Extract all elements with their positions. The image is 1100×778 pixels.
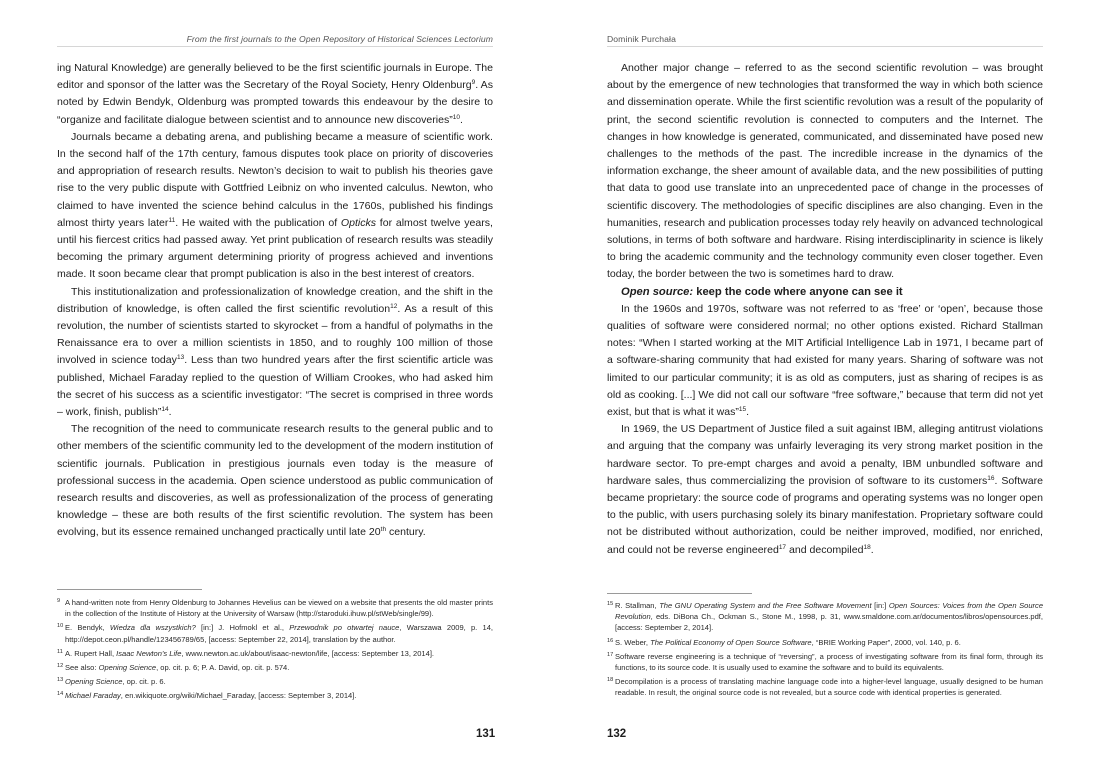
footnote-ref[interactable]: 9 <box>471 79 476 87</box>
footnote-ref[interactable]: 16 <box>987 474 995 482</box>
paragraph: This institutionalization and professionalization of knowledge creation, and the shift in the distribution of knowledge, is often called the first scientific revolution$^{12}$. As a result of this revolution, the number of scientists started to skyrocket – from a handful of polymaths in the Renaissance era to over a million scientists in 1850, and to roughly 100 million of those involved in science today$^{13}$. Less than two hundred years after the first scientific article was published, Michael Faraday replied to the question of William Crookes, who had asked him the secret of his success as a scientific investigator: “The secret is comprised in three words – work, finish, publish”$^{14}$. <box>57 285 493 419</box>
footnote-number: 13 <box>57 677 64 684</box>
paragraph: In the 1960s and 1970s, software was not referred to as ‘free’ or ‘open’, because those qualities of software were considered normal; no other options existed. Richard Stallman notes: “When I started working at the MIT Artificial Intelligence Lab in 1971, I became part of a software-sharing community that had existed for many years. Sharing of software was not limited to our particular community; it is as old as computers, just as sharing of recipes is as old as cooking. [...] We did not call our software “free software,” because that term did not yet exist, but that is what it was”$^{15}$. <box>607 302 1043 419</box>
footnote-number: 14 <box>57 691 64 698</box>
running-header: Dominik Purchała <box>607 34 1043 47</box>
footnote-ref[interactable]: 13 <box>176 354 185 362</box>
footnote: 18 Decompilation is a process of translating machine language code into a higher-level language, usually designed to be human readable. In result, the original source code is not revealed, but a source code with identical properties is generated. <box>607 677 1043 698</box>
footnote-ref[interactable]: 15 <box>738 406 747 414</box>
footnote-divider <box>607 593 752 594</box>
footnote-number: 11 <box>57 648 63 655</box>
superscript: th <box>380 526 387 534</box>
footnote-ref[interactable]: 11 <box>168 216 176 224</box>
paragraph: ing Natural Knowledge) are generally believed to be the first scientific journals in Europe. The editor and sponsor of the latter was the Secretary of the Royal Society, Henry Oldenburg$^9$. As noted by Edwin Bendyk, Oldenburg was prompted towards this endeavour by the desire to “organize and facilitate dialogue between scientist and to announce new discoveries”$^{10}$. <box>57 62 493 126</box>
footnote: 16 S. Weber, The Political Economy of Open Source Software, “BRIE Working Paper”, 2000, vol. 140, p. 6. <box>607 637 961 647</box>
footnote: 17 Software reverse engineering is a technique of “reversing”, a process of investigating software from its final form, through its functions, to its source code. It is usually used to examine the software and to build its equivalents. <box>607 651 1043 673</box>
footnote: 10 E. Bendyk, Wiedza dla wszystkich? [in:] J. Hofmokl et al., Przewodnik po otwartej nauce, Warszawa 2009, p. 14, http://depot.ceon.pl/handle/123456789/65, [access: September 22, 2014], translation by the author. <box>57 623 494 644</box>
paragraph: Another major change – referred to as the second scientific revolution – was brought about by the emergence of new technologies that transformed the way in which both science and dissemination operate. While the first scientific revolution was a result of the popularity of print, the second scientific revolution is connected to computers and the Internet. The changes in how knowledge is generated, communicated, and disseminated have posed new challenges to the methods of the past. The incredible increase in the dynamics of the information exchange, the sheer amount of available data, and the new possibilities of putting that data to good use translate into an unprecedented pace of change in the processes of scientific discovery. The methodologies of specific disciplines are also changing. Even in the humanities, research and publication processes today rely heavily on advanced technological solutions, in terms of both software and hardware. Rising interdisciplinarity in science is likely to bring the academic community and the technology community even closer together. Even today, the border between the two is sometimes hard to draw. <box>607 62 1043 281</box>
section-heading: Open source: keep the code where anyone can see it <box>621 285 903 298</box>
footnote-number: 15 <box>607 601 614 607</box>
footnote-number: 18 <box>607 677 614 684</box>
footnotes <box>607 600 1043 702</box>
footnote-ref[interactable]: 12 <box>390 302 398 310</box>
running-header: From the first journals to the Open Repository of Historical Sciences Lectorium <box>57 34 493 47</box>
footnote-ref[interactable]: 18 <box>863 543 871 551</box>
footnote: 13 Opening Science, op. cit. p. 6. <box>57 677 166 687</box>
footnote: 15 R. Stallman, The GNU Operating System and the Free Software Movement [in:] Open Sources: Voices from the Open Source Revolution, eds. DiBona Ch., Ockman S., Stone M., 1998, p. 31, www.smaldone.com.ar/documentos/libros/opensources.pdf, [access: September 2, 2014]. <box>607 601 1044 633</box>
footnote-number: 9 <box>57 598 61 604</box>
footnote-number: 17 <box>607 651 614 658</box>
page-number: 131 <box>476 728 496 740</box>
footnote-ref[interactable]: 14 <box>161 406 169 414</box>
footnote: 11 A. Rupert Hall, Isaac Newton’s Life, www.newton.ac.uk/about/isaac-newton/life, [access: September 13, 2014]. <box>57 648 435 658</box>
paragraph: Journals became a debating arena, and publishing became a measure of scientific work. In the second half of the 17th century, famous disputes took place on priority of discoveries and appropriation of research results. Newton’s decision to wait to publish his theories gave rise to the very public dispute with Gottfried Leibniz on who invented calculus. Newton, who claimed to have invented the science behind calculus in the 1760s, published his findings almost thirty years later$^{11}$. He waited with the publication of Opticks for almost twelve years, until his fiercest critics had passed away. Yet print publication of research results was steadily becoming the primary argument determining priority of progress achieved and inventions made. It soon became clear that prompt publication is also in the best interest of creators. <box>57 130 493 281</box>
footnote: 14 Michael Faraday, en.wikiquote.org/wiki/Michael_Faraday, [access: September 3, 2014]. <box>57 691 357 701</box>
footnote-number: 10 <box>57 623 64 630</box>
footnote-divider <box>57 589 202 590</box>
footnote-ref[interactable]: 17 <box>778 543 787 551</box>
body-text <box>607 60 1043 559</box>
footnote-ref[interactable]: 10 <box>452 113 460 121</box>
footnote-number: 12 <box>57 663 64 670</box>
footnote: 9 A hand-written note from Henry Oldenburg to Johannes Hevelius can be viewed on a website that presents the old master prints in the collection of the Institute of History at the University of Warsaw (http://staroduki.ihuw.pl/stWeb/single/99). <box>57 598 493 619</box>
footnote: 12 See also: Opening Science, op. cit. p. 6; P. A. David, op. cit. p. 574. <box>57 663 290 673</box>
footnotes <box>57 597 493 705</box>
body-text <box>57 60 493 542</box>
footnote-number: 16 <box>607 637 614 644</box>
page-number: 132 <box>607 728 627 740</box>
paragraph: The recognition of the need to communicate research results to the general public and to other members of the scientific community led to the development of the modern institution of scientific journals. Publication in prestigious journals even today is the measure of professional success in the academia. Open science understood as public communication of research results and discoveries, as well as professionalization of the process of generating knowledge – these are both results of the first scientific revolution. The system has been evolving, but its essence remained unchanged practically until late 20th century. <box>57 423 493 539</box>
paragraph: In 1969, the US Department of Justice filed a suit against IBM, alleging antitrust violations and arguing that the company was unfairly leveraging its very strong market position in the hardware sector. To pre-empt charges and avoid a penalty, IBM unbundled software and hardware sales, thus commercializing the provision of software to its customers$^{16}$. Software became proprietary: the source code of programs and operating systems was no longer open to the public, with users purchasing solely its binary manifestation. Proprietary software could not be distributed without authorization, could be neither improved, modified, nor enriched, and could not be reverse engineered$^{17}$ and decompiled$^{18}$. <box>607 423 1043 556</box>
